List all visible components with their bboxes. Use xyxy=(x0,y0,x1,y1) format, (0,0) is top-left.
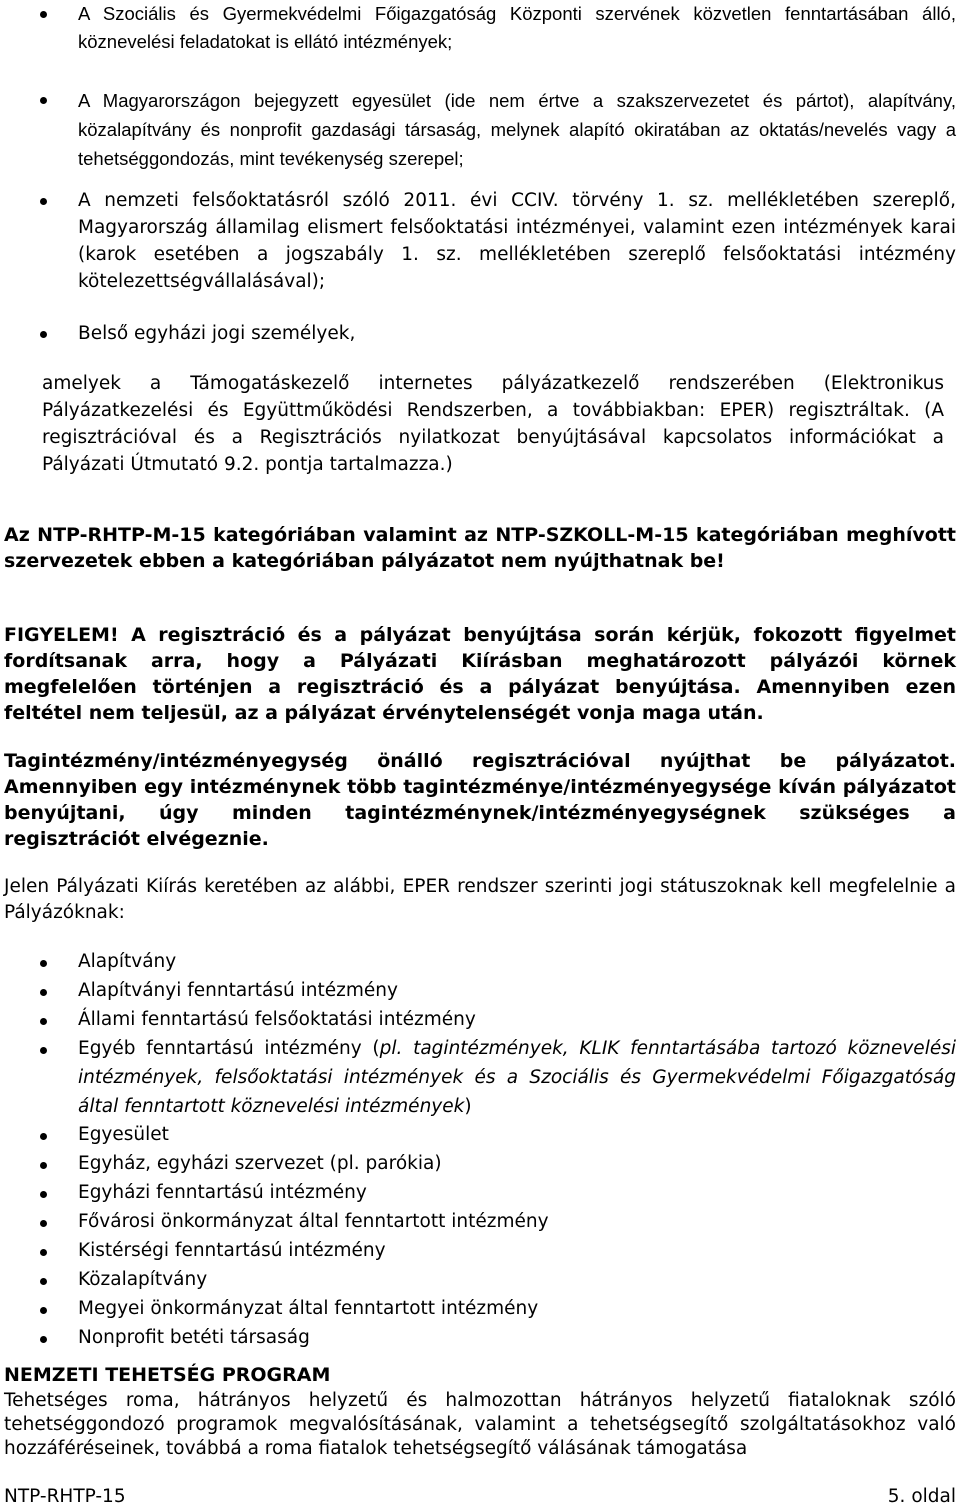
list-item-text: Egyesület xyxy=(78,1124,169,1146)
bullet-icon xyxy=(40,1191,47,1198)
bullet-icon xyxy=(40,11,47,18)
list-item-text: Nonprofit betéti társaság xyxy=(78,1326,310,1348)
program-heading: NEMZETI TEHETSÉG PROGRAM xyxy=(4,1364,331,1386)
bullet-icon xyxy=(40,960,47,967)
page-footer xyxy=(4,1486,956,1508)
list-item-text: A Szociális és Gyermekvédelmi Főigazgatóság Központi szervének közvetlen fenntartásában álló, köznevelési feladatokat is ellátó intézmények; xyxy=(78,3,956,52)
bullet-icon xyxy=(40,1336,47,1343)
bullet-icon xyxy=(40,331,47,338)
list-item-text: A Magyarországon bejegyzett egyesület (ide nem értve a szakszervezetet és pártot), alapítvány, közalapítvány és nonprofit gazdasági társaság, melynek alapító okiratában az oktatás/nevelés vagy a tehetséggondozás, mint tevékenység szerepel; xyxy=(78,90,956,169)
list-item xyxy=(40,1237,956,1266)
list-item xyxy=(40,1006,956,1035)
bullet-icon xyxy=(40,1018,47,1025)
list-item-text: Egyéb fenntartású intézmény ( xyxy=(78,1037,380,1059)
bullet-icon xyxy=(40,1249,47,1256)
category-warning: Az NTP-RHTP-M-15 kategóriában valamint az NTP-SZKOLL-M-15 kategóriában meghívott szervezetek ebben a kategóriában pályázatot nem nyújthatnak be! xyxy=(4,524,956,572)
list-item-italic-text: pl. tagintézmények, KLIK fenntartásába tartozó köznevelési intézmények, felsőoktatási intézmények és a Szociális és Gyermekvédelmi Főigazgatóság által fenntartott köznevelési intézmények xyxy=(78,1037,956,1117)
eper-paragraph: amelyek a Támogatáskezelő internetes pályázatkezelő rendszerében (Elektronikus Pályázatkezelési és Együttműködési Rendszerben, a továbbiakban: EPER) regisztráltak. (A regisztrációval és a Regisztrációs nyilatkozat benyújtásával kapcsolatos információkat a Pályázati Útmutató 9.2. pontja tartalmazza.) xyxy=(42,373,944,475)
list-item-text: Közalapítvány xyxy=(78,1268,208,1290)
list-item xyxy=(40,1295,956,1324)
bullet-icon xyxy=(40,1162,47,1169)
tagintezmeny-notice: Tagintézmény/intézményegység önálló regisztrációval nyújthat be pályázatot. Amennyiben egy intézménynek több tagintézménye/intézményegysége kíván pályázatot benyújtani, úgy minden tagintézménynek/intézményegységnek szükséges a regisztrációt elvégeznie. xyxy=(4,750,956,850)
list-item xyxy=(40,1179,956,1208)
list-item xyxy=(40,1266,956,1295)
list-item xyxy=(40,0,956,56)
list-item-text: Fővárosi önkormányzat által fenntartott intézmény xyxy=(78,1211,549,1233)
list-item-text: Megyei önkormányzat által fenntartott intézmény xyxy=(78,1297,539,1319)
bullet-icon xyxy=(40,1278,47,1285)
legal-status-list xyxy=(40,948,956,1353)
status-intro: Jelen Pályázati Kiírás keretében az alábbi, EPER rendszer szerinti jogi státuszoknak kell megfelelnie a Pályázóknak: xyxy=(4,876,956,923)
list-item-text: Kistérségi fenntartású intézmény xyxy=(78,1240,386,1262)
bullet-icon xyxy=(40,97,47,104)
list-item-text: Alapítvány xyxy=(78,951,177,972)
list-item xyxy=(40,86,956,173)
footer-document-code: NTP-RHTP-15 xyxy=(4,1486,126,1507)
list-item xyxy=(40,1208,956,1237)
bullet-icon xyxy=(40,1133,47,1140)
bullet-icon xyxy=(40,1307,47,1314)
list-item xyxy=(40,187,956,295)
list-item-text: Egyház, egyházi szervezet (pl. parókia) xyxy=(78,1153,442,1175)
list-item-text: Alapítványi fenntartású intézmény xyxy=(78,979,398,1001)
bullet-icon xyxy=(40,198,47,205)
list-item-text: Egyházi fenntartású intézmény xyxy=(78,1182,367,1204)
bullet-icon xyxy=(40,989,47,996)
list-item xyxy=(40,977,956,1006)
list-item-text: Belső egyházi jogi személyek, xyxy=(78,323,356,344)
list-item xyxy=(40,1324,956,1353)
list-item xyxy=(40,1150,956,1179)
list-item-tail: ) xyxy=(464,1095,472,1117)
list-item xyxy=(40,948,956,977)
list-item xyxy=(40,1121,956,1150)
program-description: Tehetséges roma, hátrányos helyzetű és halmozottan hátrányos helyzetű fiataloknak szóló tehetséggondozó programok megvalósításának, valamint a tehetségsegítő szolgáltatásokhoz való hozzáféréseinek, továbbá a roma fiatalok tehetségsegítő válásának támogatása xyxy=(4,1390,956,1459)
list-item-text: Állami fenntartású felsőoktatási intézmény xyxy=(78,1008,476,1030)
figyelem-notice: FIGYELEM! A regisztráció és a pályázat benyújtása során kérjük, fokozott figyelmet fordítsanak arra, hogy a Pályázati Kiírásban meghatározott pályázói körnek megfelelően történjen a regisztráció és a pályázat benyújtása. Amennyiben ezen feltétel nem teljesül, az a pályázat érvénytelenségét vonja maga után. xyxy=(4,624,956,724)
bullet-icon xyxy=(40,1220,47,1227)
eligible-applicants-list xyxy=(40,0,956,348)
list-item-text: A nemzeti felsőoktatásról szóló 2011. évi CCIV. törvény 1. sz. mellékletében szereplő, Magyarország államilag elismert felsőoktatási intézményei, valamint ezen intézmények karai (karok esetében a jogszabály 1. sz. mellékletében szereplő felsőoktatási intézmény kötelezettségvállalásával); xyxy=(78,190,956,292)
footer-page-number: 5. oldal xyxy=(887,1486,956,1507)
list-item xyxy=(40,1035,956,1122)
bullet-icon xyxy=(40,1047,47,1054)
list-item xyxy=(40,320,956,348)
